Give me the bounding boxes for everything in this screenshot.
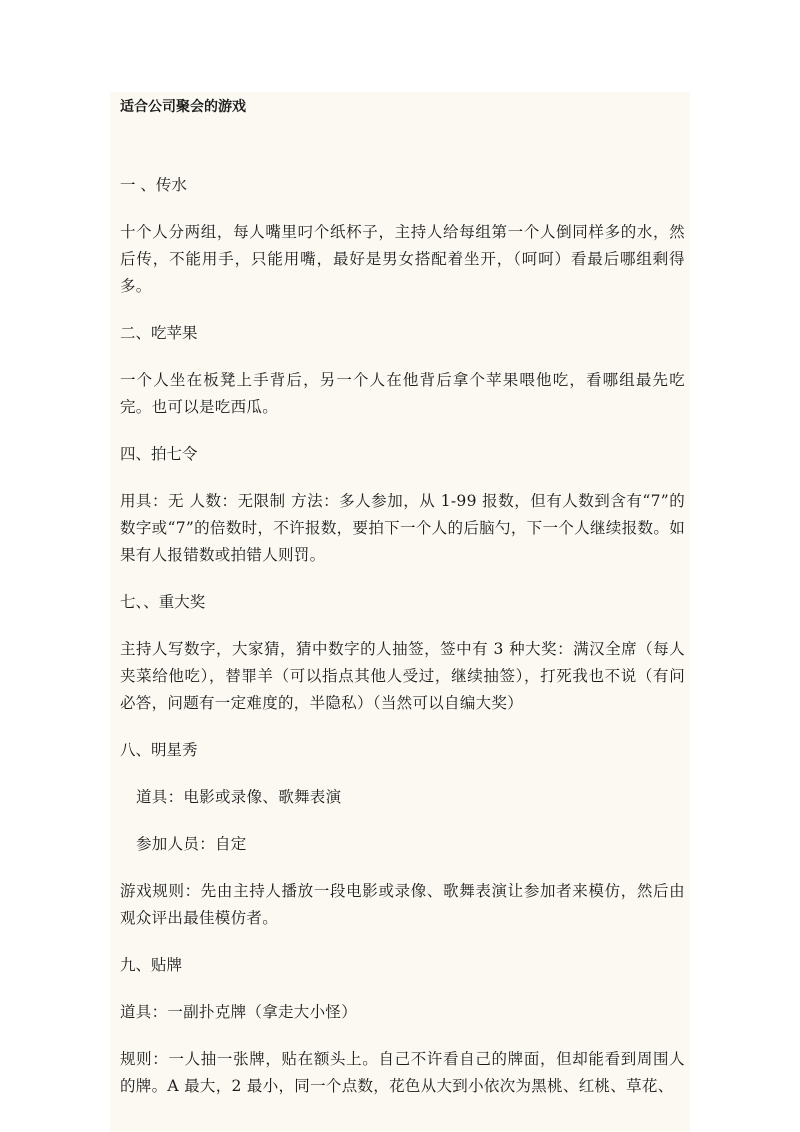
section-chuanshui: [120, 172, 685, 300]
section-paiqiling: [120, 441, 685, 569]
section-chipingguo: [120, 320, 685, 421]
section-paragraph: 道具：电影或录像、歌舞表演: [136, 788, 342, 806]
document-body: [120, 95, 685, 1100]
section-heading: 一 、传水: [120, 176, 187, 194]
section-tiepai: [120, 952, 685, 1100]
section-paragraph: 十个人分两组，每人嘴里叼个纸杯子，主持人给每组第一个人倒同样多的水，然后传，不能用手，只能用嘴，最好是男女搭配着坐开，（呵呵）看最后哪组剩得多。: [120, 223, 685, 295]
section-mingxingxiu: [120, 737, 685, 932]
section-paragraph: 游戏规则：先由主持人播放一段电影或录像、歌舞表演让参加者来模仿，然后由观众评出最佳模仿者。: [120, 882, 685, 927]
section-heading: 四、拍七令: [120, 445, 198, 463]
section-paragraph: 主持人写数字，大家猜，猜中数字的人抽签，签中有 3 种大奖：满汉全席（每人夹菜给他吃），替罪羊（可以指点其他人受过，继续抽签），打死我也不说（有问必答，问题有一定难度的，半隐私）（当然可以自编大奖）: [120, 640, 685, 712]
section-paragraph: 参加人员：自定: [136, 835, 247, 853]
section-heading: 九、贴牌: [120, 956, 183, 974]
document-title: 适合公司聚会的游戏: [120, 99, 246, 115]
section-paragraph: 用具：无 人数：无限制 方法：多人参加，从 1-99 报数，但有人数到含有“7”的数字或“7”的倍数时，不许报数，要拍下一个人的后脑勺，下一个人继续报数。如果有人报错数或拍错人则罚。: [120, 492, 685, 564]
section-heading: 八、明星秀: [120, 741, 198, 759]
section-paragraph: 道具：一副扑克牌（拿走大小怪）: [120, 1003, 358, 1021]
section-paragraph: 规则：一人抽一张牌，贴在额头上。自己不许看自己的牌面，但却能看到周围人的牌。A 最大，2 最小，同一个点数，花色从大到小依次为黑桃、红桃、草花、: [120, 1050, 685, 1095]
section-zhongdajiang: [120, 589, 685, 717]
section-heading: 七、、重大奖: [120, 593, 206, 611]
section-heading: 二、吃苹果: [120, 324, 198, 342]
section-paragraph: 一个人坐在板凳上手背后，另一个人在他背后拿个苹果喂他吃，看哪组最先吃完。也可以是吃西瓜。: [120, 371, 685, 416]
